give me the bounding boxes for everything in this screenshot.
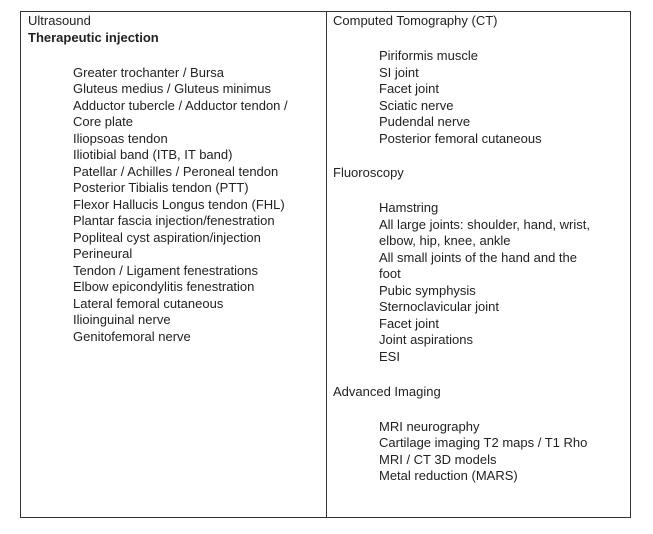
list-item: Metal reduction (MARS) [379, 468, 518, 483]
list-item: MRI / CT 3D models [379, 452, 497, 467]
advanced-imaging-heading: Advanced Imaging [333, 384, 441, 399]
list-item: Ilioinguinal nerve [73, 312, 171, 327]
list-item: Elbow epicondylitis fenestration [73, 279, 255, 294]
list-item: ESI [379, 349, 400, 364]
list-item: Greater trochanter / Bursa [73, 65, 225, 80]
list-item: All large joints: shoulder, hand, wrist, [379, 217, 590, 232]
list-item: All small joints of the hand and the [379, 250, 578, 265]
list-item: Posterior femoral cutaneous [379, 131, 542, 146]
modalities-table [20, 11, 631, 518]
list-item: elbow, hip, knee, ankle [379, 233, 511, 248]
list-item: Patellar / Achilles / Peroneal tendon [73, 164, 279, 179]
list-item: Flexor Hallucis Longus tendon (FHL) [73, 197, 285, 212]
list-item: Facet joint [379, 81, 439, 96]
list-item: Perineural [73, 246, 133, 261]
list-item: Sciatic nerve [379, 98, 454, 113]
list-item: Piriformis muscle [379, 48, 478, 63]
list-item: Posterior Tibialis tendon (PTT) [73, 180, 249, 195]
list-item: foot [379, 266, 401, 281]
list-item: Pudendal nerve [379, 114, 471, 129]
list-item: Genitofemoral nerve [73, 329, 191, 344]
list-item: Adductor tubercle / Adductor tendon / [73, 98, 288, 113]
list-item: Cartilage imaging T2 maps / T1 Rho [379, 435, 588, 450]
imaging-column [327, 12, 630, 517]
therapeutic-injection-heading: Therapeutic injection [28, 30, 159, 45]
ultrasound-column [21, 12, 327, 517]
list-item: Pubic symphysis [379, 283, 476, 298]
ct-heading: Computed Tomography (CT) [333, 13, 498, 28]
list-item: Popliteal cyst aspiration/injection [73, 230, 261, 245]
list-item: Facet joint [379, 316, 439, 331]
fluoroscopy-heading: Fluoroscopy [333, 165, 404, 180]
list-item: SI joint [379, 65, 419, 80]
list-item: Iliotibial band (ITB, IT band) [73, 147, 233, 162]
list-item: Gluteus medius / Gluteus minimus [73, 81, 271, 96]
list-item: MRI neurography [379, 419, 480, 434]
list-item: Iliopsoas tendon [73, 131, 168, 146]
list-item: Tendon / Ligament fenestrations [73, 263, 259, 278]
list-item: Sternoclavicular joint [379, 299, 499, 314]
list-item: Joint aspirations [379, 332, 473, 347]
ultrasound-heading: Ultrasound [28, 13, 91, 28]
list-item: Plantar fascia injection/fenestration [73, 213, 275, 228]
list-item: Lateral femoral cutaneous [73, 296, 224, 311]
list-item: Hamstring [379, 200, 439, 215]
list-item: Core plate [73, 114, 133, 129]
